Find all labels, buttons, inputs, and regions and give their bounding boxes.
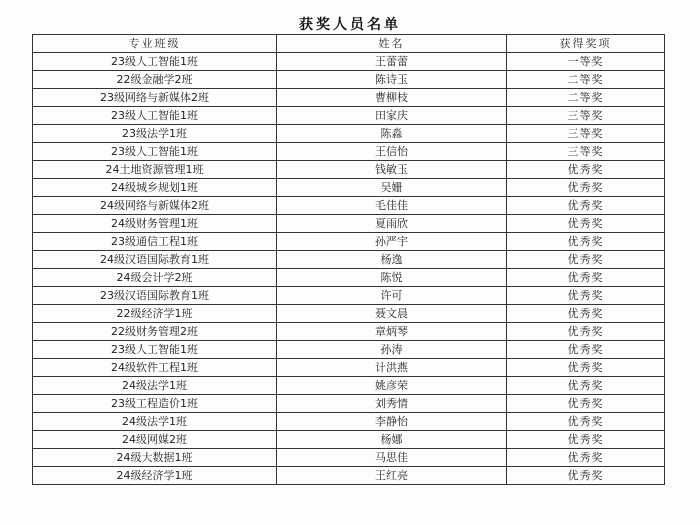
cell-award: 优秀奖 [507,287,665,305]
table-row [33,143,665,161]
cell-award: 优秀奖 [507,233,665,251]
cell-class: 22级财务管理2班 [33,323,277,341]
table-row [33,341,665,359]
cell-name: 陈诗玉 [277,71,507,89]
cell-class: 23级人工智能1班 [33,53,277,71]
table-row [33,197,665,215]
table-row [33,413,665,431]
award-table [32,34,665,485]
cell-name: 马思佳 [277,449,507,467]
cell-name: 毛佳佳 [277,197,507,215]
cell-class: 24级经济学1班 [33,467,277,485]
cell-award: 优秀奖 [507,413,665,431]
cell-award: 优秀奖 [507,395,665,413]
cell-name: 计洪燕 [277,359,507,377]
cell-class: 24土地资源管理1班 [33,161,277,179]
cell-class: 23级法学1班 [33,125,277,143]
cell-class: 24级会计学2班 [33,269,277,287]
cell-class: 23级人工智能1班 [33,143,277,161]
table-header-row [33,35,665,53]
cell-class: 23级工程造价1班 [33,395,277,413]
cell-award: 优秀奖 [507,323,665,341]
cell-award: 优秀奖 [507,431,665,449]
cell-class: 24级汉语国际教育1班 [33,251,277,269]
cell-class: 24级网络与新媒体2班 [33,197,277,215]
cell-class: 24级法学1班 [33,413,277,431]
table-row [33,89,665,107]
page-title: 获奖人员名单 [299,17,401,33]
cell-award: 优秀奖 [507,161,665,179]
table-row [33,449,665,467]
cell-class: 24级财务管理1班 [33,215,277,233]
table-row [33,107,665,125]
table-row [33,323,665,341]
cell-name: 钱敏玉 [277,161,507,179]
cell-award: 优秀奖 [507,449,665,467]
cell-award: 优秀奖 [507,377,665,395]
cell-name: 王红亮 [277,467,507,485]
cell-name: 刘秀情 [277,395,507,413]
cell-class: 23级汉语国际教育1班 [33,287,277,305]
cell-award: 一等奖 [507,53,665,71]
cell-name: 夏雨欣 [277,215,507,233]
cell-award: 二等奖 [507,71,665,89]
table-row [33,71,665,89]
cell-name: 杨娜 [277,431,507,449]
table-row [33,467,665,485]
cell-name: 曹柳枝 [277,89,507,107]
table-row [33,287,665,305]
cell-award: 优秀奖 [507,341,665,359]
cell-award: 三等奖 [507,143,665,161]
table-row [33,179,665,197]
cell-award: 优秀奖 [507,467,665,485]
cell-class: 24级法学1班 [33,377,277,395]
cell-name: 陈悦 [277,269,507,287]
cell-name: 陈淼 [277,125,507,143]
cell-class: 24级网媒2班 [33,431,277,449]
cell-award: 优秀奖 [507,269,665,287]
table-row [33,377,665,395]
column-header-name: 姓名 [277,35,507,53]
table-row [33,269,665,287]
cell-award: 三等奖 [507,125,665,143]
table-row [33,395,665,413]
cell-class: 23级人工智能1班 [33,341,277,359]
cell-name: 吴姗 [277,179,507,197]
cell-class: 23级通信工程1班 [33,233,277,251]
table-row [33,161,665,179]
cell-award: 优秀奖 [507,251,665,269]
cell-name: 章炳琴 [277,323,507,341]
cell-name: 李静怡 [277,413,507,431]
cell-class: 23级网络与新媒体2班 [33,89,277,107]
cell-award: 优秀奖 [507,179,665,197]
cell-name: 王信怡 [277,143,507,161]
table-row [33,431,665,449]
cell-award: 优秀奖 [507,359,665,377]
cell-class: 24级软件工程1班 [33,359,277,377]
column-header-award: 获得奖项 [507,35,665,53]
cell-class: 23级人工智能1班 [33,107,277,125]
cell-award: 优秀奖 [507,197,665,215]
table-body [33,53,665,485]
cell-award: 优秀奖 [507,305,665,323]
cell-name: 姚彦荣 [277,377,507,395]
cell-award: 优秀奖 [507,215,665,233]
table-row [33,125,665,143]
cell-award: 三等奖 [507,107,665,125]
cell-name: 田家庆 [277,107,507,125]
cell-class: 22级经济学1班 [33,305,277,323]
cell-award: 二等奖 [507,89,665,107]
cell-name: 孙严宇 [277,233,507,251]
cell-name: 杨逸 [277,251,507,269]
table-row [33,305,665,323]
table-row [33,359,665,377]
cell-name: 孙涛 [277,341,507,359]
table-row [33,53,665,71]
cell-class: 22级金融学2班 [33,71,277,89]
column-header-class: 专业班级 [33,35,277,53]
cell-class: 24级大数据1班 [33,449,277,467]
cell-class: 24级城乡规划1班 [33,179,277,197]
table-row [33,233,665,251]
table-row [33,215,665,233]
cell-name: 聂文晨 [277,305,507,323]
table-row [33,251,665,269]
cell-name: 许可 [277,287,507,305]
cell-name: 王蕾蕾 [277,53,507,71]
